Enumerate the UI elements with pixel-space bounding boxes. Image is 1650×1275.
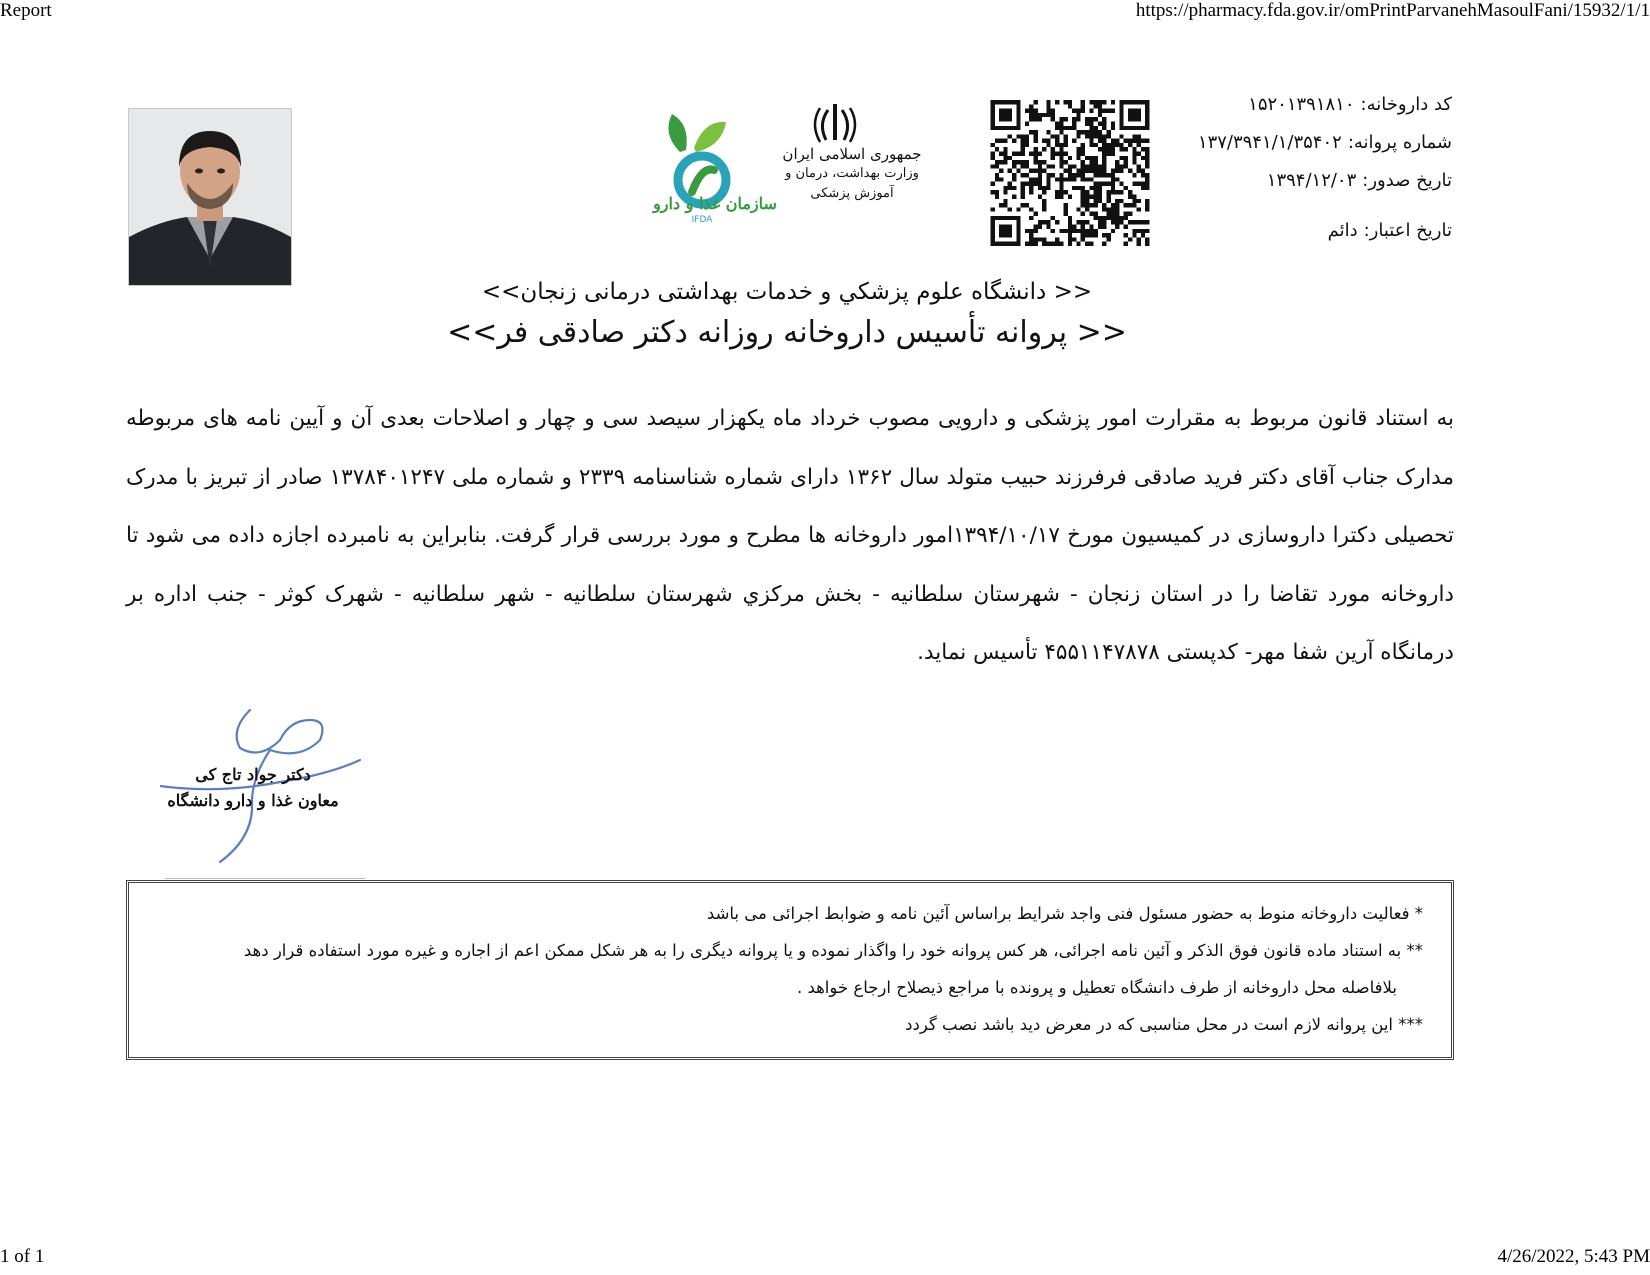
issue-date-row xyxy=(1261,172,1452,190)
emblem-line-1: جمهوری اسلامی ایران xyxy=(782,145,922,163)
license-title: << پروانه تأسیس داروخانه روزانه دکتر صادقی فر>> xyxy=(447,315,1127,350)
person-portrait-icon xyxy=(129,109,291,285)
signature-line xyxy=(165,878,365,879)
applicant-photo xyxy=(128,108,292,286)
ifda-org-name: سازمان غذا و دارو xyxy=(653,194,777,213)
document-titles xyxy=(120,274,1454,356)
university-title: << دانشگاه علوم پزشكي و خدمات بهداشتی درمانی زنجان>> xyxy=(481,279,1093,305)
notes-box xyxy=(126,880,1454,1060)
print-footer-page: 1 of 1 xyxy=(0,1246,45,1267)
note-1: * فعالیت داروخانه منوط به حضور مسئول فنی واجد شرایط براساس آئین نامه و ضوابط اجرائی می باشد xyxy=(706,904,1423,923)
note-2-continued: بلافاصله محل داروخانه از طرف دانشگاه تعطیل و پرونده با مراجع ذیصلاح ارجاع خواهد . xyxy=(796,978,1397,997)
print-footer-datetime: 4/26/2022, 5:43 PM xyxy=(1497,1246,1650,1267)
print-header-url: https://pharmacy.fda.gov.ir/omPrintParvanehMasoulFani/15932/1/1 xyxy=(1135,0,1650,21)
issue-date-label: تاریخ صدور: xyxy=(1362,170,1452,191)
emblem-line-2: وزارت بهداشت، درمان و آموزش پزشکی xyxy=(785,166,919,201)
pharmacy-code-row xyxy=(1242,96,1452,114)
validity-row xyxy=(1322,222,1452,240)
qr-code[interactable] xyxy=(990,100,1150,246)
qr-code-icon xyxy=(990,100,1150,246)
validity-value: دائم xyxy=(1327,220,1358,241)
issue-date-value: ۱۳۹۴/۱۲/۰۳ xyxy=(1266,170,1357,191)
signatory-position: معاون غذا و دارو دانشگاه xyxy=(167,791,339,810)
signatory-name: دکتر جواد تاج کی xyxy=(195,765,311,784)
note-3: *** این پروانه لازم است در محل مناسبی که در معرض دید باشد نصب گردد xyxy=(905,1015,1423,1034)
pharmacy-code-value: ۱۵۲۰۱۳۹۱۸۱۰ xyxy=(1248,94,1355,115)
ifda-tag: IFDA xyxy=(691,215,713,225)
official-logos xyxy=(650,100,930,240)
validity-label: تاریخ اعتبار: xyxy=(1363,220,1452,241)
iran-emblem-icon xyxy=(810,100,860,146)
license-body xyxy=(126,390,1454,683)
pharmacy-code-label: کد داروخانه: xyxy=(1360,94,1452,115)
note-2: ** به استناد ماده قانون فوق الذکر و آئین نامه اجرائی، هر کس پروانه خود را واگذار نموده و یا پروانه دیگری را به هر شکل ممکن اعم از اجاره و غیره مورد استفاده قرار دهد xyxy=(243,941,1423,960)
signature-block xyxy=(160,690,370,880)
license-number-label: شماره پروانه: xyxy=(1347,132,1452,153)
license-paragraph: به استناد قانون مربوط به مقرارت امور پزشکی و دارویی مصوب خرداد ماه یکهزار سیصد سی و چهار و اصلاحات بعدی آن و آیین نامه های مربوطه مدارک جناب آقای دکتر فرید صادقی فرفرزند حبیب متولد سال ۱۳۶۲ دارای شماره شناسنامه ۲۳۳۹ و شماره ملی ۱۳۷۸۴۰۱۲۴۷ صادر از تبریز با مدرک تحصیلی دکترا داروسازی در کمیسیون مورخ ۱۳۹۴/۱۰/۱۷امور داروخانه ها مطرح و مورد بررسی قرار گرفت. بنابراین به نامبرده اجازه داده می شود تا داروخانه مورد تقاضا را در استان زنجان - شهرستان سلطانيه - بخش مرکزي شهرستان سلطانيه - شهر سلطانيه - شهرک کوثر - جنب اداره بر درمانگاه آرین شفا مهر- کدپستی ۴۵۵۱۱۴۷۸۷۸ تأسیس نماید. xyxy=(126,406,1454,665)
license-number-row xyxy=(1192,134,1452,152)
license-number-value: ۱۳۷/۳۹۴۱/۱/۳۵۴۰۲ xyxy=(1197,132,1342,153)
print-header-title: Report xyxy=(0,0,52,21)
